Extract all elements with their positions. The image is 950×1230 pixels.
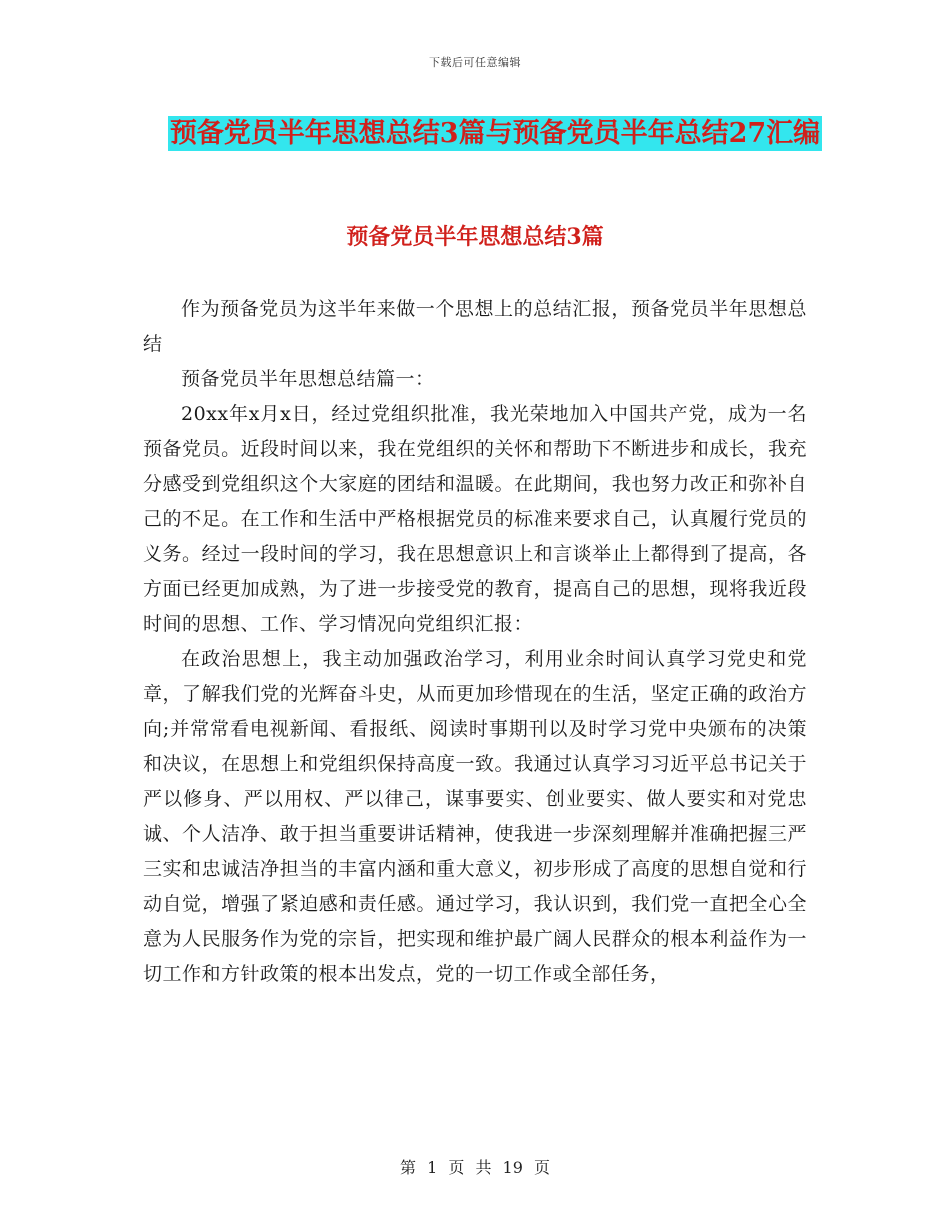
document-title <box>100 110 890 158</box>
paragraph: 预备党员半年思想总结篇一： <box>181 368 435 390</box>
header-note: 下载后可任意编辑 <box>429 56 521 69</box>
document-title-text: 预备党员半年思想总结3篇与预备党员半年总结27汇编 <box>169 118 821 149</box>
document-body <box>143 292 807 992</box>
paragraph: 作为预备党员为这半年来做一个思想上的总结汇报，预备党员半年思想总结 <box>143 298 807 355</box>
section-title: 预备党员半年思想总结3篇 <box>346 224 604 250</box>
page-number-footer: 第 1 页 共 19 页 <box>400 1158 550 1177</box>
paragraph: 在政治思想上，我主动加强政治学习，利用业余时间认真学习党史和党章，了解我们党的光辉奋斗史，从而更加珍惜现在的生活，坚定正确的政治方向;并常常看电视新闻、看报纸、阅读时事期刊以及时学习党中央颁布的决策和决议，在思想上和党组织保持高度一致。我通过认真学习习近平总书记关于严以修身、严以用权、严以律己，谋事要实、创业要实、做人要实和对党忠诚、个人洁净、敢于担当重要讲话精神，使我进一步深刻理解并准确把握三严三实和忠诚洁净担当的丰富内涵和重大意义，初步形成了高度的思想自觉和行动自觉，增强了紧迫感和责任感。通过学习，我认识到，我们党一直把全心全意为人民服务作为党的宗旨，把实现和维护最广阔人民群众的根本利益作为一切工作和方针政策的根本出发点，党的一切工作或全部任务， <box>143 648 807 985</box>
paragraph: 20xx年x月x日，经过党组织批准，我光荣地加入中国共产党，成为一名预备党员。近段时间以来，我在党组织的关怀和帮助下不断进步和成长，我充分感受到党组织这个大家庭的团结和温暖。在此期间，我也努力改正和弥补自己的不足。在工作和生活中严格根据党员的标准来要求自己，认真履行党员的义务。经过一段时间的学习，我在思想意识上和言谈举止上都得到了提高，各方面已经更加成熟，为了进一步接受党的教育，提高自己的思想，现将我近段时间的思想、工作、学习情况向党组织汇报： <box>143 403 807 635</box>
